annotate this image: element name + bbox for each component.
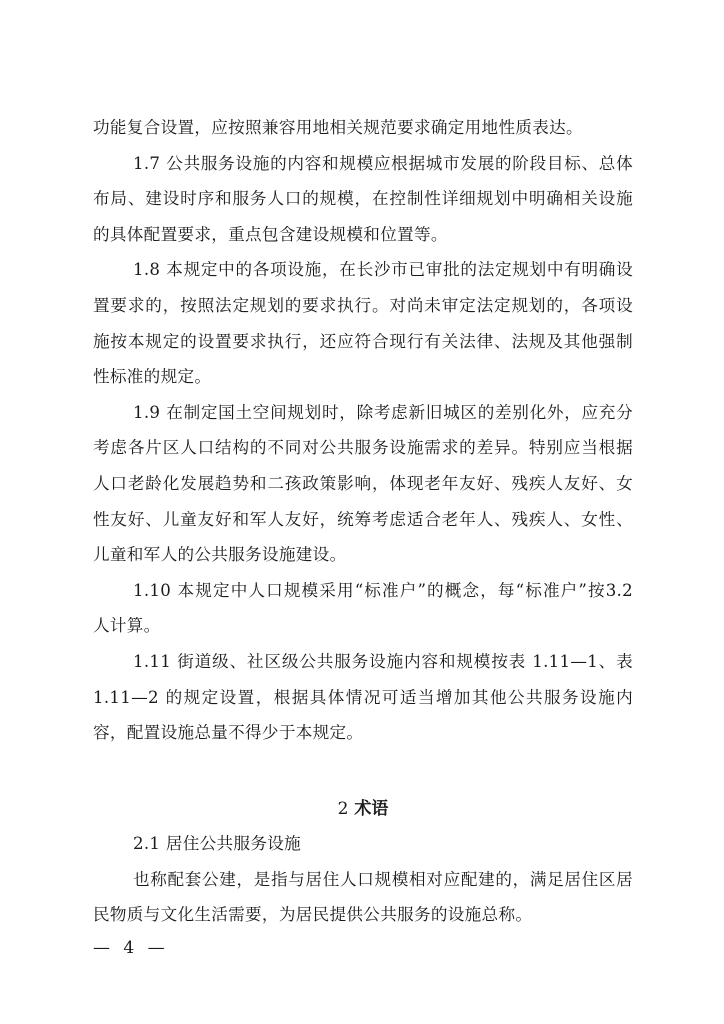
- section-title: 术语: [354, 799, 389, 819]
- paragraph-1-11: 1.11 街道级、社区级公共服务设施内容和规模按表 1.11—1、表 1.11—2 的规定设置，根据具体情况可适当增加其他公共服务设施内容，配置设施总量不得少于本规定。: [93, 651, 633, 743]
- section-number: 2: [337, 799, 349, 819]
- paragraph-1-10: 1.10 本规定中人口规模采用“标准户”的概念，每“标准户”按3.2 人计算。: [93, 580, 633, 636]
- paragraph-1-9: 1.9 在制定国土空间规划时，除考虑新旧城区的差别化外，应充分考虑各片区人口结构的不同对公共服务设施需求的差异。特别应当根据人口老龄化发展趋势和二孩政策影响，体现老年友好、残疾人友好、女性友好、儿童友好和军人友好，统筹考虑适合老年人、残疾人、女性、儿童和军人的公共服务设施建设。: [93, 402, 633, 565]
- page-number: — 4 —: [93, 938, 169, 958]
- section-heading: [93, 792, 633, 827]
- paragraph-1-8: 1.8 本规定中的各项设施，在长沙市已审批的法定规划中有明确设置要求的，按照法定规划的要求执行。对尚未审定法定规划的，各项设施按本规定的设置要求执行，还应符合现行有关法律、法规及其他强制性标准的规定。: [93, 260, 633, 387]
- body-text: [93, 110, 633, 751]
- paragraph-1-7: 1.7 公共服务设施的内容和规模应根据城市发展的阶段目标、总体布局、建设时序和服务人口的规模，在控制性详细规划中明确相关设施的具体配置要求，重点包含建设规模和位置等。: [93, 153, 633, 244]
- term-heading: 2.1 居住公共服务设施: [133, 834, 302, 853]
- term-block: [93, 826, 633, 933]
- term-definition: 也称配套公建，是指与居住人口规模相对应配建的，满足居住区居民物质与文化生活需要，为居民提供公共服务的设施总称。: [93, 869, 633, 925]
- paragraph-continuation: 功能复合设置，应按照兼容用地相关规范要求确定用地性质表达。: [93, 118, 583, 137]
